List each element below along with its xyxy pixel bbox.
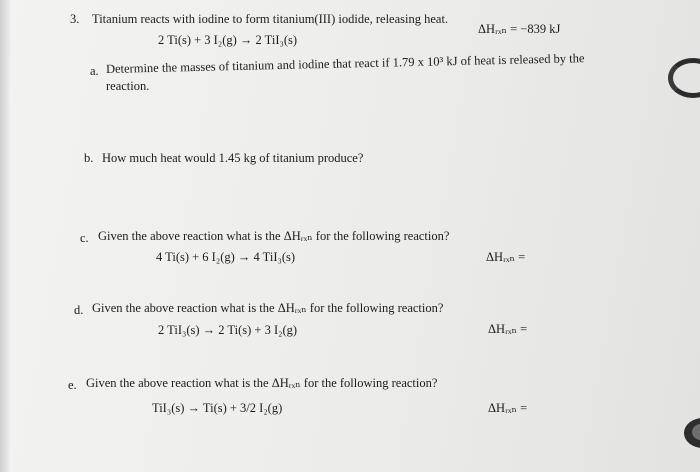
part-e-letter: e. xyxy=(68,378,77,392)
part-d-answer-label: ΔHᵣₓₙ = xyxy=(488,322,528,336)
part-b-letter: b. xyxy=(84,151,94,165)
part-a-letter: a. xyxy=(90,64,99,78)
part-a-question: Determine the masses of titanium and iodine that react if 1.79 x 10³ kJ of heat is released by the xyxy=(105,51,585,76)
part-d-letter: d. xyxy=(74,303,84,317)
part-e-question: Given the above reaction what is the ΔHᵣₓₙ for the following reaction? xyxy=(86,376,438,390)
part-c-letter: c. xyxy=(80,231,89,245)
part-e-answer-label: ΔHᵣₓₙ = xyxy=(488,401,528,415)
part-e-equation: TiI₃(s) → Ti(s) + 3/2 I₂(g) xyxy=(152,401,283,415)
main-delta-h: ΔHᵣₓₙ = −839 kJ xyxy=(478,22,561,36)
main-equation: 2 Ti(s) + 3 I₂(g) → 2 TiI₃(s) xyxy=(158,33,298,47)
part-c-equation: 4 Ti(s) + 6 I₂(g) → 4 TiI₃(s) xyxy=(156,250,296,264)
binder-ring-icon xyxy=(684,418,700,448)
problem-intro: Titanium reacts with iodine to form titanium(III) iodide, releasing heat. xyxy=(92,12,449,26)
part-a-question-cont: reaction. xyxy=(106,79,150,93)
part-b-question: How much heat would 1.45 kg of titanium produce? xyxy=(102,151,364,165)
page-edge xyxy=(0,0,10,472)
part-d-question: Given the above reaction what is the ΔHᵣₓₙ for the following reaction? xyxy=(92,301,444,315)
part-d-equation: 2 TiI₃(s) → 2 Ti(s) + 3 I₂(g) xyxy=(158,323,298,337)
part-c-answer-label: ΔHᵣₓₙ = xyxy=(486,250,526,264)
binder-ring-icon xyxy=(668,58,700,98)
part-c-question: Given the above reaction what is the ΔHᵣₓₙ for the following reaction? xyxy=(98,229,450,243)
problem-number: 3. xyxy=(70,12,80,26)
